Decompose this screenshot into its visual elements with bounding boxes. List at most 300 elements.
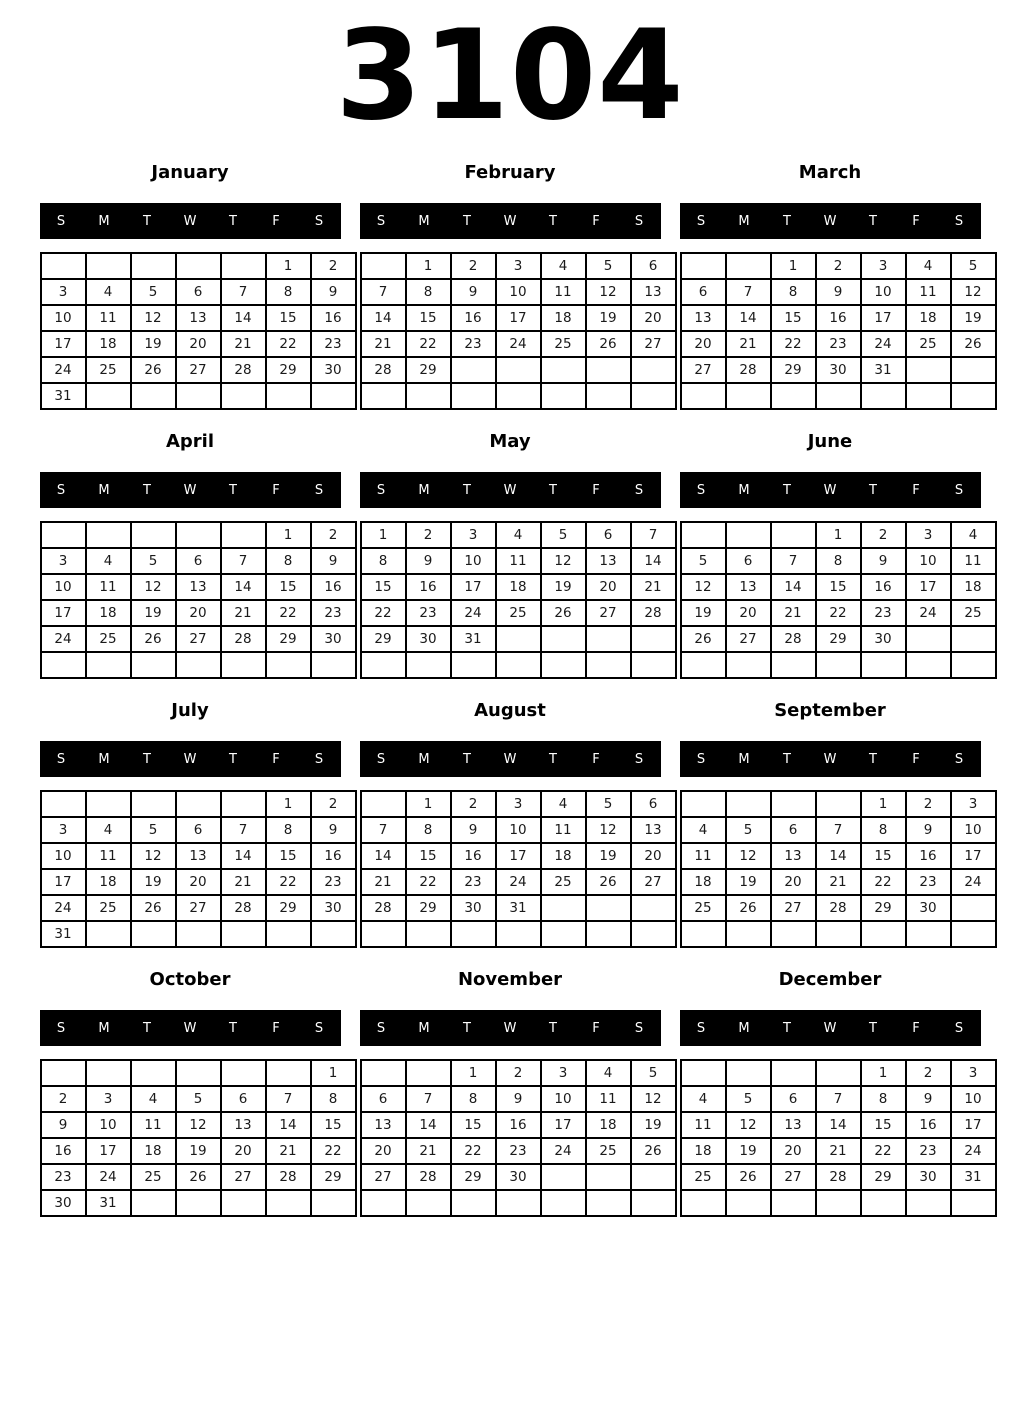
day-cell	[451, 383, 496, 409]
weekday-header-cells	[360, 472, 661, 508]
week-row	[361, 1060, 676, 1086]
day-cell: 3	[906, 522, 951, 548]
day-cell	[221, 522, 266, 548]
week-row	[681, 279, 996, 305]
weekday-label: S	[314, 482, 324, 498]
day-cell: 20	[221, 1138, 266, 1164]
day-cell	[406, 652, 451, 678]
weekday-header-row	[40, 1010, 341, 1046]
day-cell: 13	[586, 548, 631, 574]
day-cell: 17	[41, 600, 86, 626]
day-cell	[631, 383, 676, 409]
week-row	[41, 357, 356, 383]
day-cell: 19	[951, 305, 996, 331]
day-cell: 24	[541, 1138, 586, 1164]
day-cell: 2	[406, 522, 451, 548]
week-row	[41, 331, 356, 357]
day-cell: 22	[816, 600, 861, 626]
weekday-header-row	[680, 1010, 981, 1046]
weekday-label: T	[463, 1020, 471, 1036]
week-row	[681, 921, 996, 947]
weekday-label: T	[463, 751, 471, 767]
day-cell: 4	[681, 1086, 726, 1112]
day-cell: 5	[726, 817, 771, 843]
day-cell: 11	[86, 843, 131, 869]
weekday-label: W	[503, 482, 517, 498]
day-cell: 3	[41, 548, 86, 574]
day-cell: 11	[131, 1112, 176, 1138]
day-cell: 9	[311, 548, 356, 574]
day-cell	[906, 357, 951, 383]
day-cell: 12	[586, 279, 631, 305]
day-cell: 13	[221, 1112, 266, 1138]
day-cell: 24	[496, 869, 541, 895]
days-grid	[40, 521, 357, 679]
day-cell: 21	[221, 600, 266, 626]
day-cell: 22	[266, 331, 311, 357]
day-cell: 6	[221, 1086, 266, 1112]
weekday-label: W	[823, 482, 837, 498]
month-october	[40, 969, 341, 1217]
day-cell: 15	[861, 843, 906, 869]
day-cell	[951, 357, 996, 383]
day-cell: 15	[266, 574, 311, 600]
weekday-label: T	[549, 213, 557, 229]
weekday-label: T	[869, 751, 877, 767]
day-cell	[131, 791, 176, 817]
days-grid	[40, 252, 357, 410]
day-cell: 14	[221, 574, 266, 600]
day-cell: 29	[816, 626, 861, 652]
day-cell: 6	[771, 817, 816, 843]
weekday-label: S	[634, 213, 644, 229]
day-cell: 19	[131, 869, 176, 895]
day-cell	[951, 652, 996, 678]
day-cell	[41, 791, 86, 817]
day-cell: 28	[221, 895, 266, 921]
month-june	[680, 431, 981, 679]
day-cell: 25	[86, 895, 131, 921]
day-cell: 24	[41, 895, 86, 921]
day-cell	[726, 253, 771, 279]
day-cell	[406, 921, 451, 947]
day-cell: 28	[771, 626, 816, 652]
day-cell	[906, 1190, 951, 1216]
weekday-label: T	[549, 482, 557, 498]
weekday-label: F	[912, 213, 920, 229]
day-cell: 18	[541, 843, 586, 869]
day-cell	[906, 383, 951, 409]
day-cell: 10	[861, 279, 906, 305]
week-row	[361, 626, 676, 652]
week-row	[361, 1190, 676, 1216]
day-cell	[541, 357, 586, 383]
day-cell: 14	[221, 843, 266, 869]
weekday-label: M	[738, 751, 750, 767]
days-grid	[680, 521, 997, 679]
day-cell: 29	[451, 1164, 496, 1190]
weekday-header-row	[360, 203, 661, 239]
day-cell: 25	[541, 331, 586, 357]
day-cell: 29	[266, 895, 311, 921]
weekday-header-row	[40, 741, 341, 777]
weekday-label: W	[183, 751, 197, 767]
day-cell: 11	[906, 279, 951, 305]
day-cell: 4	[86, 548, 131, 574]
day-cell	[816, 652, 861, 678]
weekday-label: W	[503, 213, 517, 229]
day-cell: 13	[631, 817, 676, 843]
month-september	[680, 700, 981, 948]
day-cell: 15	[451, 1112, 496, 1138]
day-cell: 22	[266, 869, 311, 895]
day-cell	[541, 652, 586, 678]
day-cell: 19	[631, 1112, 676, 1138]
day-cell: 12	[951, 279, 996, 305]
day-cell	[86, 522, 131, 548]
day-cell: 9	[406, 548, 451, 574]
day-cell	[771, 1190, 816, 1216]
weekday-label: T	[463, 482, 471, 498]
week-row	[681, 817, 996, 843]
day-cell	[266, 652, 311, 678]
day-cell	[726, 652, 771, 678]
week-row	[681, 1112, 996, 1138]
week-row	[41, 1138, 356, 1164]
day-cell: 9	[906, 1086, 951, 1112]
day-cell	[726, 1060, 771, 1086]
weekday-label: T	[229, 482, 237, 498]
weekday-label: F	[592, 1020, 600, 1036]
day-cell: 11	[541, 279, 586, 305]
day-cell: 10	[541, 1086, 586, 1112]
day-cell: 27	[631, 331, 676, 357]
day-cell	[586, 652, 631, 678]
week-row	[41, 600, 356, 626]
days-grid	[360, 1059, 677, 1217]
weekday-label: S	[954, 1020, 964, 1036]
day-cell	[266, 383, 311, 409]
day-cell	[541, 921, 586, 947]
day-cell	[631, 626, 676, 652]
day-cell	[771, 652, 816, 678]
day-cell: 9	[41, 1112, 86, 1138]
month-title: June	[807, 431, 853, 452]
day-cell: 8	[451, 1086, 496, 1112]
weekday-label: S	[56, 482, 66, 498]
weekday-header-row	[360, 1010, 661, 1046]
week-row	[681, 574, 996, 600]
day-cell: 29	[861, 895, 906, 921]
weekday-header-row	[40, 472, 341, 508]
day-cell: 31	[41, 921, 86, 947]
day-cell	[131, 921, 176, 947]
day-cell: 16	[311, 843, 356, 869]
day-cell: 1	[771, 253, 816, 279]
day-cell: 29	[361, 626, 406, 652]
day-cell: 19	[541, 574, 586, 600]
day-cell	[266, 1060, 311, 1086]
week-row	[361, 1112, 676, 1138]
day-cell: 11	[86, 305, 131, 331]
week-row	[361, 600, 676, 626]
day-cell: 8	[406, 279, 451, 305]
day-cell: 17	[41, 331, 86, 357]
day-cell	[771, 383, 816, 409]
day-cell: 13	[361, 1112, 406, 1138]
day-cell: 29	[406, 895, 451, 921]
day-cell: 13	[176, 574, 221, 600]
weekday-label: F	[272, 213, 280, 229]
day-cell	[266, 1190, 311, 1216]
day-cell: 4	[496, 522, 541, 548]
day-cell: 7	[726, 279, 771, 305]
week-row	[361, 1138, 676, 1164]
day-cell: 3	[41, 817, 86, 843]
day-cell: 2	[861, 522, 906, 548]
day-cell: 18	[496, 574, 541, 600]
weekday-label: T	[229, 213, 237, 229]
week-row	[361, 1164, 676, 1190]
day-cell: 28	[266, 1164, 311, 1190]
day-cell: 6	[176, 817, 221, 843]
day-cell: 10	[451, 548, 496, 574]
day-cell: 22	[406, 331, 451, 357]
day-cell	[131, 383, 176, 409]
day-cell	[681, 791, 726, 817]
week-row	[681, 626, 996, 652]
day-cell	[221, 1190, 266, 1216]
weekday-label: T	[463, 213, 471, 229]
week-row	[681, 305, 996, 331]
day-cell	[861, 383, 906, 409]
day-cell: 5	[631, 1060, 676, 1086]
weekday-label: T	[229, 751, 237, 767]
day-cell: 13	[631, 279, 676, 305]
weekday-label: F	[592, 751, 600, 767]
weekday-label: W	[823, 751, 837, 767]
weekday-label: S	[696, 1020, 706, 1036]
weekday-header-cells	[360, 203, 661, 239]
day-cell: 25	[86, 626, 131, 652]
day-cell: 7	[221, 548, 266, 574]
day-cell: 16	[41, 1138, 86, 1164]
week-row	[41, 652, 356, 678]
weekday-header-cells	[40, 203, 341, 239]
day-cell: 12	[131, 574, 176, 600]
day-cell: 22	[771, 331, 816, 357]
weekday-label: M	[98, 1020, 110, 1036]
day-cell: 25	[586, 1138, 631, 1164]
day-cell: 11	[586, 1086, 631, 1112]
day-cell: 18	[681, 869, 726, 895]
days-grid	[360, 252, 677, 410]
day-cell	[906, 652, 951, 678]
day-cell	[496, 626, 541, 652]
day-cell: 10	[41, 305, 86, 331]
weekday-label: S	[376, 482, 386, 498]
day-cell	[951, 626, 996, 652]
day-cell: 18	[541, 305, 586, 331]
month-august	[360, 700, 661, 948]
day-cell: 7	[361, 279, 406, 305]
day-cell	[631, 1190, 676, 1216]
day-cell: 7	[406, 1086, 451, 1112]
week-row	[41, 279, 356, 305]
day-cell: 18	[86, 331, 131, 357]
day-cell: 4	[86, 279, 131, 305]
day-cell: 25	[541, 869, 586, 895]
day-cell	[221, 1060, 266, 1086]
day-cell	[681, 1060, 726, 1086]
day-cell: 7	[221, 279, 266, 305]
weekday-label: S	[696, 751, 706, 767]
weekday-header-row	[360, 741, 661, 777]
day-cell: 2	[311, 791, 356, 817]
week-row	[681, 357, 996, 383]
day-cell: 26	[541, 600, 586, 626]
weekday-label: S	[56, 213, 66, 229]
week-row	[361, 817, 676, 843]
day-cell: 31	[41, 383, 86, 409]
day-cell: 25	[951, 600, 996, 626]
day-cell: 23	[496, 1138, 541, 1164]
month-title: August	[474, 700, 546, 721]
day-cell	[861, 921, 906, 947]
day-cell	[41, 1060, 86, 1086]
day-cell: 15	[406, 843, 451, 869]
day-cell	[541, 1164, 586, 1190]
weekday-label: F	[912, 751, 920, 767]
weekday-label: T	[549, 751, 557, 767]
day-cell	[311, 921, 356, 947]
days-grid	[680, 1059, 997, 1217]
day-cell	[176, 1190, 221, 1216]
day-cell: 30	[906, 1164, 951, 1190]
day-cell	[361, 652, 406, 678]
day-cell	[451, 1190, 496, 1216]
day-cell: 26	[131, 895, 176, 921]
weekday-label: T	[229, 1020, 237, 1036]
month-title: July	[171, 700, 209, 721]
weekday-label: S	[634, 482, 644, 498]
week-row	[681, 843, 996, 869]
day-cell: 2	[41, 1086, 86, 1112]
day-cell: 17	[861, 305, 906, 331]
day-cell	[816, 791, 861, 817]
day-cell: 29	[266, 626, 311, 652]
week-row	[681, 331, 996, 357]
day-cell: 19	[586, 843, 631, 869]
month-april	[40, 431, 341, 679]
day-cell: 15	[266, 305, 311, 331]
day-cell: 8	[861, 1086, 906, 1112]
day-cell: 24	[861, 331, 906, 357]
weekday-label: F	[912, 482, 920, 498]
day-cell: 27	[771, 1164, 816, 1190]
day-cell: 10	[496, 279, 541, 305]
day-cell: 11	[86, 574, 131, 600]
day-cell	[906, 921, 951, 947]
day-cell	[496, 921, 541, 947]
day-cell	[361, 1060, 406, 1086]
weekday-label: T	[783, 751, 791, 767]
week-row	[41, 791, 356, 817]
day-cell	[311, 1190, 356, 1216]
day-cell: 8	[406, 817, 451, 843]
day-cell	[406, 1190, 451, 1216]
day-cell: 28	[816, 895, 861, 921]
day-cell	[816, 921, 861, 947]
month-february	[360, 162, 661, 410]
day-cell: 15	[816, 574, 861, 600]
day-cell: 14	[726, 305, 771, 331]
day-cell: 19	[586, 305, 631, 331]
day-cell: 30	[861, 626, 906, 652]
day-cell: 14	[631, 548, 676, 574]
weekday-label: W	[183, 1020, 197, 1036]
day-cell	[176, 652, 221, 678]
weekday-label: S	[634, 1020, 644, 1036]
weekday-label: S	[376, 213, 386, 229]
weekday-label: T	[869, 1020, 877, 1036]
day-cell	[86, 652, 131, 678]
day-cell: 26	[726, 895, 771, 921]
day-cell: 18	[951, 574, 996, 600]
day-cell	[451, 652, 496, 678]
day-cell	[771, 1060, 816, 1086]
day-cell	[586, 357, 631, 383]
day-cell: 18	[586, 1112, 631, 1138]
week-row	[361, 548, 676, 574]
day-cell: 13	[771, 843, 816, 869]
day-cell: 1	[816, 522, 861, 548]
day-cell: 18	[906, 305, 951, 331]
day-cell	[176, 791, 221, 817]
day-cell: 23	[311, 869, 356, 895]
month-title: April	[165, 431, 215, 452]
day-cell	[816, 1060, 861, 1086]
day-cell	[586, 626, 631, 652]
day-cell: 21	[816, 869, 861, 895]
day-cell: 13	[771, 1112, 816, 1138]
day-cell	[41, 253, 86, 279]
day-cell: 4	[951, 522, 996, 548]
day-cell	[176, 253, 221, 279]
days-grid	[360, 521, 677, 679]
week-row	[361, 279, 676, 305]
day-cell: 9	[451, 279, 496, 305]
day-cell: 3	[451, 522, 496, 548]
day-cell: 17	[496, 843, 541, 869]
week-row	[361, 357, 676, 383]
day-cell	[631, 1164, 676, 1190]
day-cell: 8	[861, 817, 906, 843]
day-cell: 10	[906, 548, 951, 574]
weekday-header-row	[680, 472, 981, 508]
day-cell: 21	[406, 1138, 451, 1164]
weekday-label: M	[98, 213, 110, 229]
day-cell: 9	[496, 1086, 541, 1112]
weekday-header-row	[680, 203, 981, 239]
day-cell: 25	[131, 1164, 176, 1190]
day-cell	[951, 921, 996, 947]
weekday-header-cells	[680, 1010, 981, 1046]
day-cell: 1	[311, 1060, 356, 1086]
month-november	[360, 969, 661, 1217]
day-cell: 23	[41, 1164, 86, 1190]
weekday-label: F	[272, 751, 280, 767]
